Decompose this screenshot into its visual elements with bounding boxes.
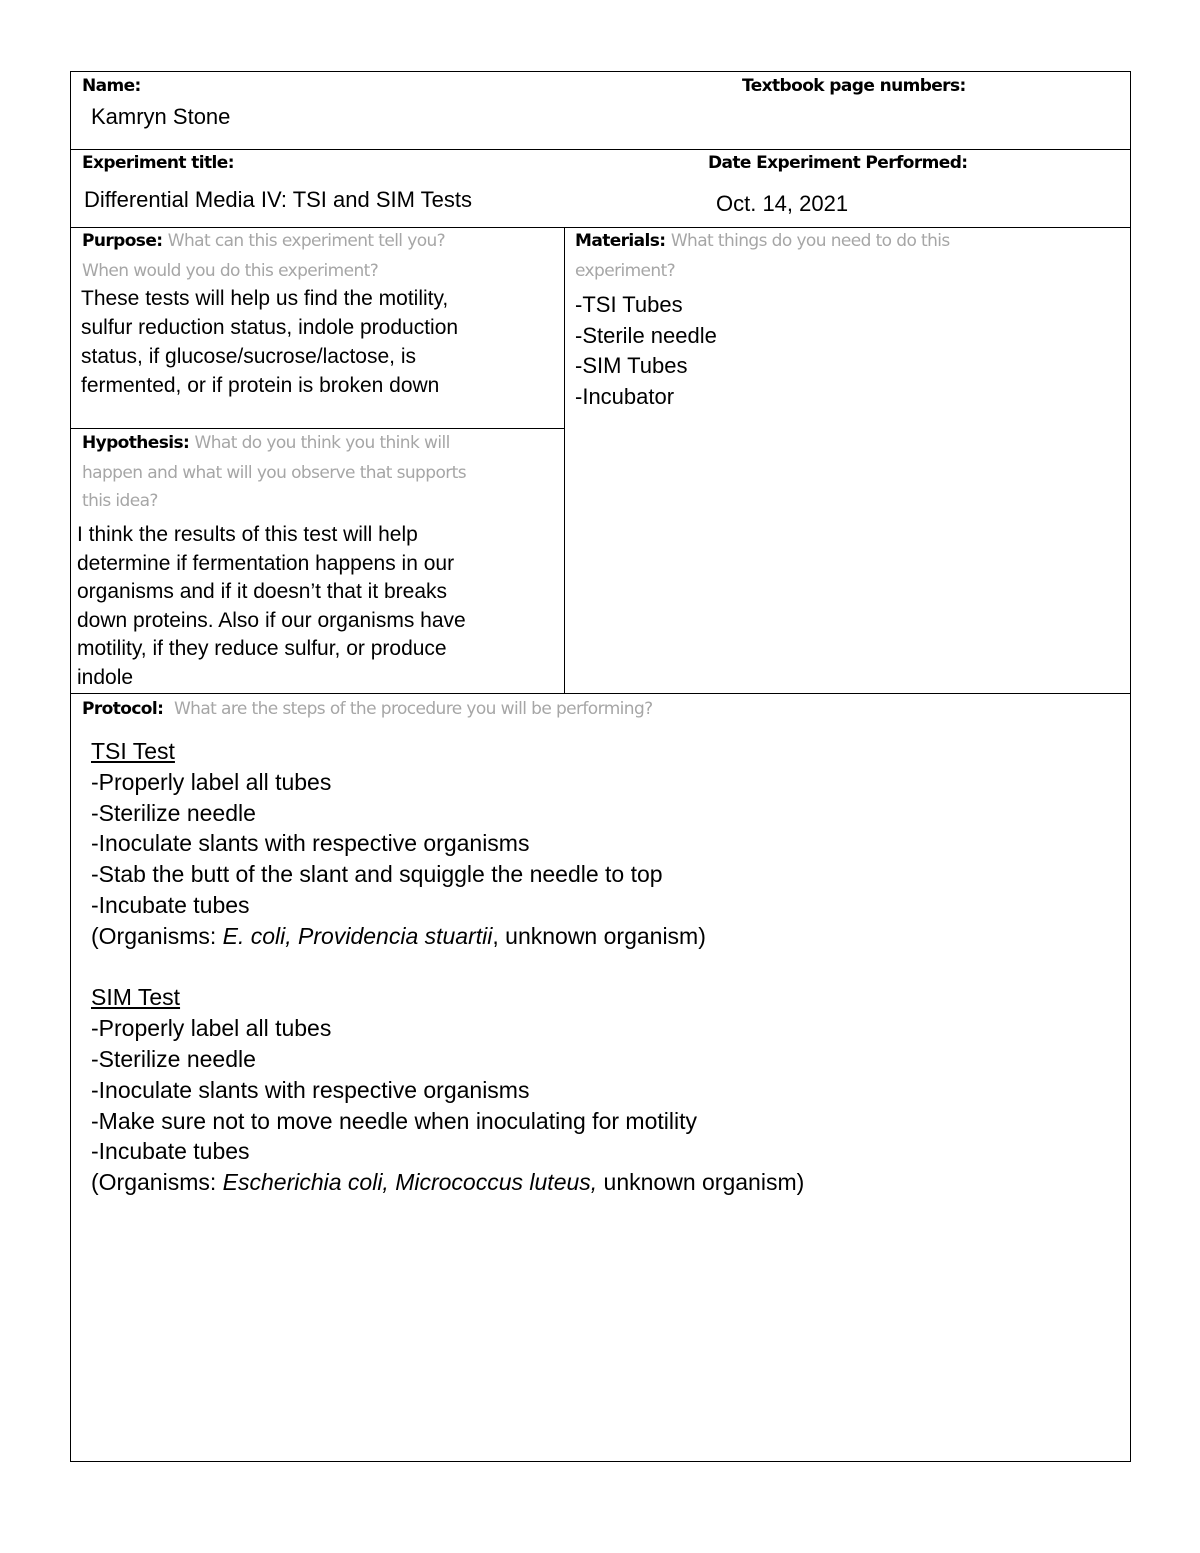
- material-item: -Sterile needle: [575, 322, 717, 348]
- protocol-hint: What are the steps of the procedure you will be performing?: [173, 699, 653, 719]
- protocol-label: Protocol: What are the steps of the procedure you will be performing?: [82, 699, 653, 719]
- name-label: Name:: [82, 76, 141, 96]
- tsi-step: -Inoculate slants with respective organisms: [91, 830, 530, 857]
- tsi-organisms: (Organisms: E. coli, Providencia stuartii, unknown organism): [91, 922, 706, 949]
- hypothesis-hint: this idea?: [82, 491, 158, 511]
- sim-organisms: (Organisms: Escherichia coli, Micrococcus luteus, unknown organism): [91, 1169, 805, 1196]
- purpose-hint: When would you do this experiment?: [82, 261, 379, 281]
- date-label: Date Experiment Performed:: [708, 153, 968, 173]
- name-value[interactable]: Kamryn Stone: [91, 104, 231, 129]
- experiment-title-value[interactable]: Differential Media IV: TSI and SIM Tests: [84, 187, 473, 212]
- purpose-line: status, if glucose/sucrose/lactose, is: [81, 345, 416, 368]
- date-value[interactable]: Oct. 14, 2021: [716, 191, 849, 216]
- materials-list[interactable]: [575, 290, 717, 413]
- material-item: -TSI Tubes: [575, 292, 683, 317]
- sim-step: -Incubate tubes: [91, 1138, 250, 1165]
- hypothesis-line: motility, if they reduce sulfur, or produce: [77, 637, 447, 661]
- sim-step: -Sterilize needle: [91, 1045, 256, 1072]
- purpose-label: Purpose: What can this experiment tell you?: [82, 231, 446, 251]
- hypothesis-line: determine if fermentation happens in our: [77, 551, 455, 575]
- purpose-line: fermented, or if protein is broken down: [81, 374, 440, 397]
- sim-step: -Properly label all tubes: [91, 1015, 332, 1042]
- hypothesis-hint: happen and what will you observe that supports: [82, 463, 466, 483]
- purpose-line: These tests will help us find the motility,: [81, 287, 449, 310]
- purpose-line: sulfur reduction status, indole production: [81, 316, 459, 339]
- sim-step: -Make sure not to move needle when inoculating for motility: [91, 1107, 697, 1134]
- materials-hint: experiment?: [575, 261, 676, 281]
- hypothesis-line: I think the results of this test will help: [77, 523, 418, 546]
- tsi-step: -Incubate tubes: [91, 891, 250, 918]
- materials-label: Materials: What things do you need to do this: [575, 231, 950, 251]
- materials-hint: What things do you need to do this: [670, 231, 950, 251]
- sim-heading: SIM Test: [91, 984, 181, 1011]
- hypothesis-line: down proteins. Also if our organisms have: [77, 608, 466, 632]
- purpose-hint: What can this experiment tell you?: [167, 231, 446, 251]
- hypothesis-line: organisms and if it doesn’t that it breaks: [77, 580, 448, 604]
- hypothesis-label: Hypothesis: What do you think you think will: [82, 433, 450, 453]
- protocol-text[interactable]: [91, 736, 804, 1198]
- material-item: -Incubator: [575, 384, 675, 410]
- tsi-step: -Properly label all tubes: [91, 768, 332, 795]
- material-item: -SIM Tubes: [575, 353, 688, 379]
- sim-step: -Inoculate slants with respective organisms: [91, 1076, 530, 1103]
- tsi-heading: TSI Test: [91, 738, 175, 764]
- hypothesis-hint: What do you think you think will: [194, 433, 450, 453]
- hypothesis-text[interactable]: [77, 521, 466, 693]
- tsi-step: -Sterilize needle: [91, 799, 256, 826]
- tsi-step: -Stab the butt of the slant and squiggle the needle to top: [91, 861, 663, 888]
- textbook-label: Textbook page numbers:: [742, 76, 966, 96]
- purpose-text[interactable]: [81, 284, 458, 400]
- experiment-title-label: Experiment title:: [82, 153, 234, 173]
- hypothesis-line: indole: [77, 665, 134, 689]
